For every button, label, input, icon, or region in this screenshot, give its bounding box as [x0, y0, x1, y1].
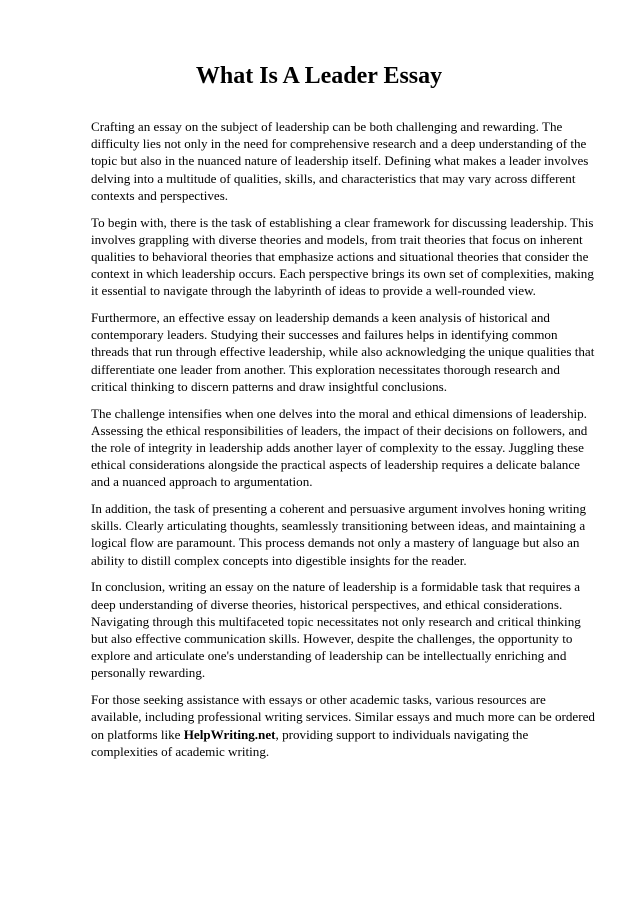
document-body — [91, 118, 595, 769]
paragraph-leaders-analysis: Furthermore, an effective essay on leadership demands a keen analysis of historical and contemporary leaders. Studying their successes and failures helps in identifying common threads that run through effective leadership, while also acknowledging the unique qualities that differentiate one leader from another. This exploration necessitates thorough research and critical thinking to discern patterns and draw insightful conclusions. — [91, 310, 595, 394]
paragraph-ethics: The challenge intensifies when one delves into the moral and ethical dimensions of leadership. Assessing the ethical responsibilities of leaders, the impact of their decisions on followers, and the role of integrity in leadership adds another layer of complexity to the essay. Juggling these ethical considerations alongside the practical aspects of leadership requires a delicate balance and a nuanced approach to argumentation. — [91, 405, 588, 490]
paragraph-closing — [91, 691, 595, 760]
paragraph-conclusion: In conclusion, writing an essay on the nature of leadership is a formidable task that requires a deep understanding of diverse theories, historical perspectives, and ethical considerations. Navigating through this multifaceted topic necessitates not only research and critical thinking but also effective communication skills. However, despite the challenges, the opportunity to explore and articulate one's understanding of leadership can be intellectually enriching and personally rewarding. — [91, 579, 581, 681]
closing-text-after: , providing support to individuals navigating the complexities of academic writing. — [91, 726, 529, 759]
document-title: What Is A Leader Essay — [195, 63, 443, 89]
paragraph-framework: To begin with, there is the task of establishing a clear framework for discussing leadership. This involves grappling with diverse theories and models, from trait theories that focus on inherent qualities to behavioral theories that emphasize actions and situational theories that consider the context in which leadership occurs. Each perspective brings its own set of complexities, making it essential to navigate through the labyrinth of ideas to provide a well-rounded view. — [91, 214, 594, 299]
paragraph-writing-skills: In addition, the task of presenting a coherent and persuasive argument involves honing writing skills. Clearly articulating thoughts, seamlessly transitioning between ideas, and maintaining a logical flow are paramount. This process demands not only a mastery of language but also an ability to distill complex concepts into digestible insights for the reader. — [91, 501, 587, 568]
helpwriting-link[interactable]: HelpWriting.net — [183, 726, 276, 742]
closing-text-before: For those seeking assistance with essays or other academic tasks, various resources are available, including professional writing services. Similar essays and much more can be ordered on platforms like — [91, 692, 595, 742]
paragraph-intro: Crafting an essay on the subject of leadership can be both challenging and rewarding. The difficulty lies not only in the need for comprehensive research and a deep understanding of the topic but also in the nuanced nature of leadership itself. Defining what makes a leader involves delving into a multitude of qualities, skills, and characteristics that may vary across different contexts and perspectives. — [91, 119, 589, 203]
